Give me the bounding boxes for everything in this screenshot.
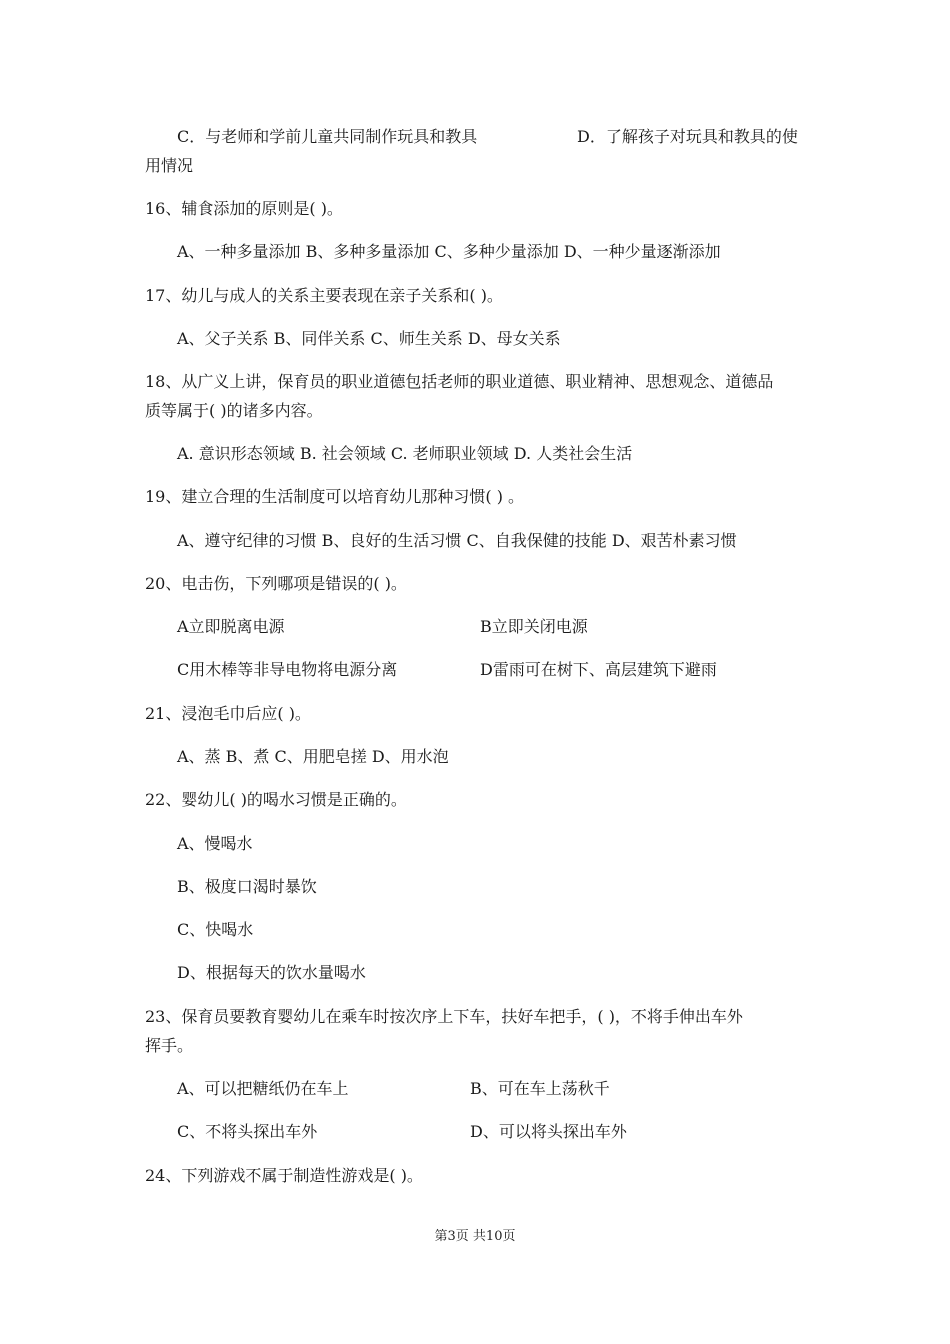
question-19: 19、建立合理的生活制度可以培育幼儿那种习惯( ) 。 [145,487,525,506]
question-18-line-1: 18、从广义上讲，保育员的职业道德包括老师的职业道德、职业精神、思想观念、道德品 [145,372,774,391]
question-22-option-b: B、极度口渴时暴饮 [177,877,317,896]
q20-option-d: D雷雨可在树下、高层建筑下避雨 [480,660,717,679]
question-21: 21、浸泡毛巾后应( )。 [145,704,311,723]
question-23-line-2: 挥手。 [145,1036,194,1055]
question-17: 17、幼儿与成人的关系主要表现在亲子关系和( )。 [145,286,503,305]
question-24: 24、下列游戏不属于制造性游戏是( )。 [145,1166,423,1185]
q23-option-b: B、可在车上荡秋千 [470,1079,610,1098]
q15-option-d: D．了解孩子对玩具和教具的使 [577,127,798,146]
q23-option-d: D、可以将头探出车外 [470,1122,627,1141]
q15-options-cd [177,127,817,147]
q15-option-c: C．与老师和学前儿童共同制作玩具和教具 [177,127,478,146]
question-23-options-cd [177,1122,817,1142]
question-21-options: A、蒸 B、煮 C、用肥皂搓 D、用水泡 [177,747,449,766]
question-18-line-2: 质等属于( )的诸多内容。 [145,401,323,420]
q20-option-b: B立即关闭电源 [480,617,588,636]
question-22-option-c: C、快喝水 [177,920,254,939]
question-22: 22、婴幼儿( )的喝水习惯是正确的。 [145,790,407,809]
question-19-options: A、遵守纪律的习惯 B、良好的生活习惯 C、自我保健的技能 D、艰苦朴素习惯 [177,531,737,550]
question-20: 20、电击伤，下列哪项是错误的( )。 [145,574,407,593]
question-16-options: A、一种多量添加 B、多种多量添加 C、多种少量添加 D、一种少量逐渐添加 [177,242,721,261]
q20-option-c: C用木棒等非导电物将电源分离 [177,660,398,679]
q23-option-a: A、可以把糖纸仍在车上 [177,1079,349,1098]
question-18-options: A. 意识形态领域 B. 社会领域 C. 老师职业领域 D. 人类社会生活 [177,444,633,463]
q15-option-d-continued: 用情况 [145,156,194,175]
question-16: 16、辅食添加的原则是( )。 [145,199,343,218]
question-22-option-d: D、根据每天的饮水量喝水 [177,963,366,982]
question-23-options-ab [177,1079,817,1099]
question-20-options-ab [177,617,817,637]
question-23-line-1: 23、保育员要教育婴幼儿在乘车时按次序上下车，扶好车把手，( )，不将手伸出车外 [145,1007,743,1026]
question-20-options-cd [177,660,817,680]
q23-option-c: C、不将头探出车外 [177,1122,318,1141]
page-footer: 第3页 共10页 [434,1229,516,1244]
question-22-option-a: A、慢喝水 [177,834,253,853]
q20-option-a: A立即脱离电源 [177,617,285,636]
question-17-options: A、父子关系 B、同伴关系 C、师生关系 D、母女关系 [177,329,561,348]
